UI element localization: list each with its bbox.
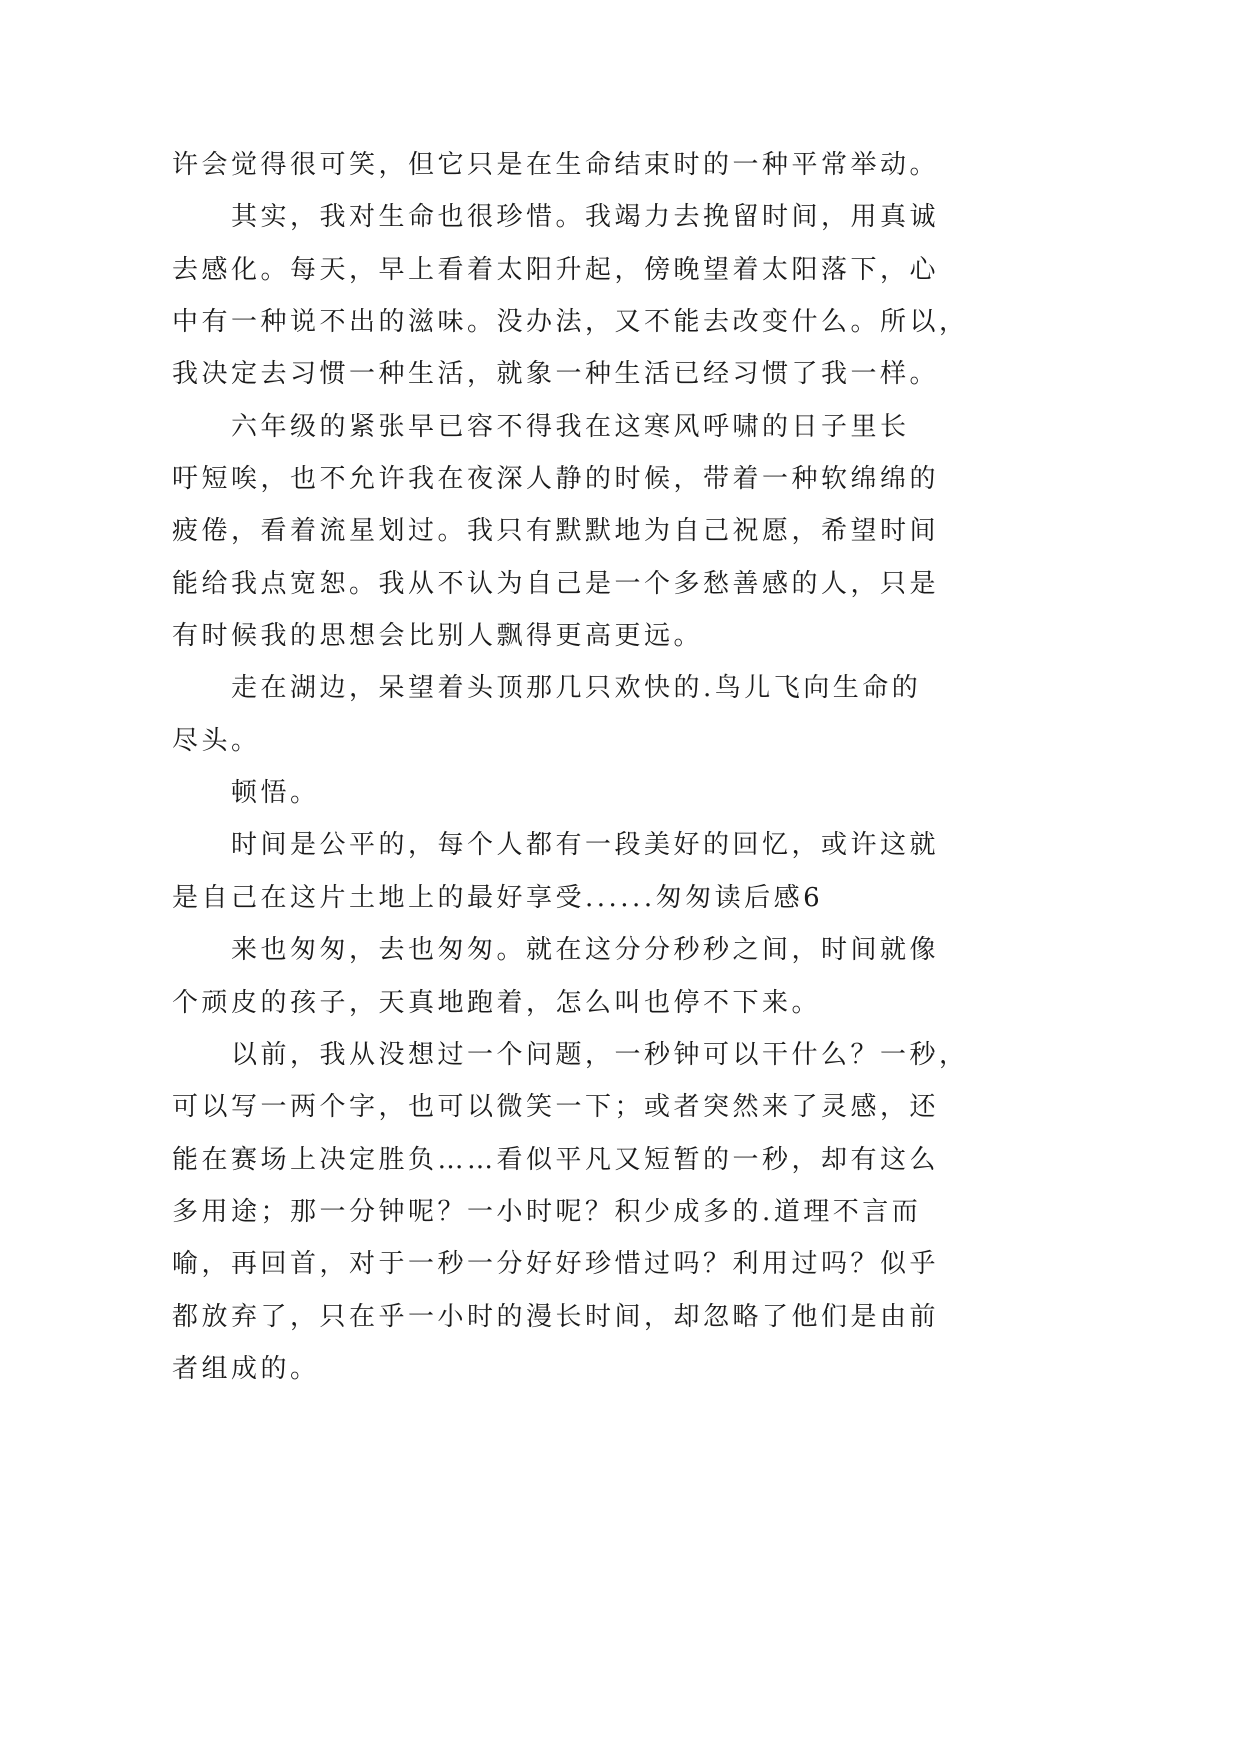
paragraph bbox=[172, 662, 1072, 767]
text-line: 能给我点宽恕。我从不认为自己是一个多愁善感的人，只是 bbox=[172, 568, 940, 599]
paragraph bbox=[172, 139, 1072, 191]
text-line: 吁短唉，也不允许我在夜深人静的时候，带着一种软绵绵的 bbox=[172, 464, 940, 495]
text-line: 我决定去习惯一种生活，就象一种生活已经习惯了我一样。 bbox=[172, 359, 940, 390]
text-line: 疲倦，看着流星划过。我只有默默地为自己祝愿，希望时间 bbox=[172, 516, 940, 547]
text-line: 中有一种说不出的滋味。没办法，又不能去改变什么。所以， bbox=[172, 307, 969, 338]
text-line: 个顽皮的孩子，天真地跑着，怎么叫也停不下来。 bbox=[172, 987, 822, 1018]
text-line: 可以写一两个字，也可以微笑一下；或者突然来了灵感，还 bbox=[172, 1092, 940, 1123]
text-line: 来也匆匆，去也匆匆。就在这分分秒秒之间，时间就像 bbox=[231, 935, 940, 966]
text-line: 都放弃了，只在乎一小时的漫长时间，却忽略了他们是由前 bbox=[172, 1301, 940, 1332]
text-line: 走在湖边，呆望着头顶那几只欢快的.鸟儿飞向生命的 bbox=[231, 673, 922, 704]
paragraph bbox=[172, 401, 1072, 663]
paragraph bbox=[172, 767, 1072, 819]
text-line: 多用途；那一分钟呢？一小时呢？积少成多的.道理不言而 bbox=[172, 1196, 922, 1227]
text-line: 去感化。每天，早上看着太阳升起，傍晚望着太阳落下，心 bbox=[172, 254, 940, 285]
text-line: 者组成的。 bbox=[172, 1353, 320, 1384]
text-line: 有时候我的思想会比别人飘得更高更远。 bbox=[172, 621, 704, 652]
text-line: 六年级的紧张早已容不得我在这寒风呼啸的日子里长 bbox=[231, 411, 910, 442]
text-line: 顿悟。 bbox=[231, 778, 320, 809]
paragraph bbox=[172, 819, 1072, 924]
text-line: 是自己在这片土地上的最好享受......匆匆读后感6 bbox=[172, 882, 824, 913]
text-line: 以前，我从没想过一个问题，一秒钟可以干什么？一秒， bbox=[231, 1039, 969, 1070]
text-line: 其实，我对生命也很珍惜。我竭力去挽留时间，用真诚 bbox=[231, 202, 940, 233]
paragraph bbox=[172, 1029, 1072, 1395]
text-line: 能在赛场上决定胜负……看似平凡又短暂的一秒，却有这么 bbox=[172, 1144, 940, 1175]
document-body bbox=[172, 139, 1072, 1395]
text-line: 许会觉得很可笑，但它只是在生命结束时的一种平常举动。 bbox=[172, 150, 940, 180]
text-line: 时间是公平的，每个人都有一段美好的回忆，或许这就 bbox=[231, 830, 940, 861]
text-line: 喻，再回首，对于一秒一分好好珍惜过吗？利用过吗？似乎 bbox=[172, 1249, 940, 1280]
text-line: 尽头。 bbox=[172, 725, 261, 756]
paragraph bbox=[172, 191, 1072, 400]
paragraph bbox=[172, 924, 1072, 1029]
